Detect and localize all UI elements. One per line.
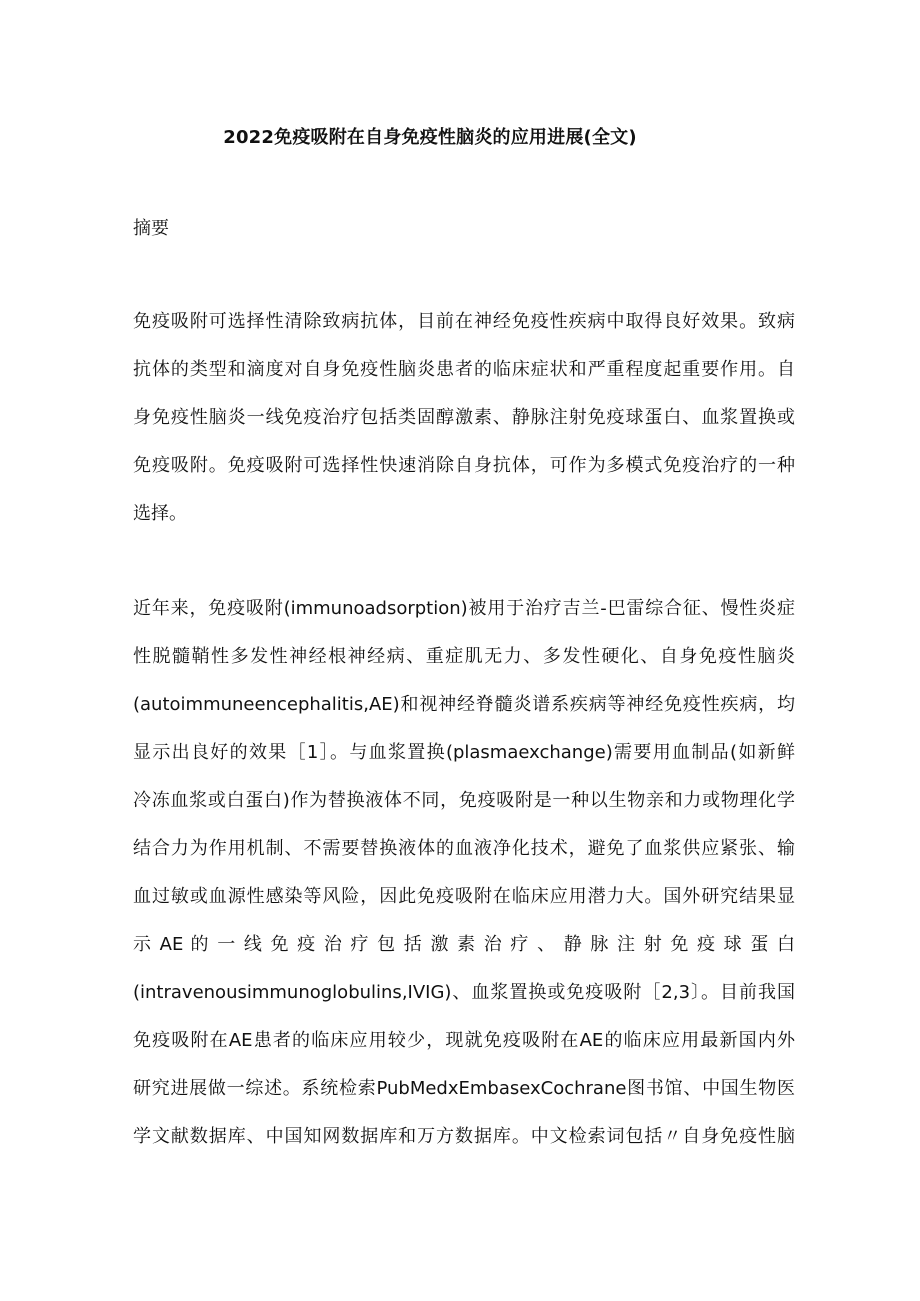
paragraph-line: 结合力为作用机制、不需要替换液体的血液净化技术，避免了血浆供应紧张、输: [133, 838, 795, 859]
paragraph-line: 学文献数据库、中国知网数据库和万方数据库。中文检索词包括〃自身免疫性脑: [133, 1126, 795, 1147]
paragraph-line: 免疫吸附在AE患者的临床应用较少，现就免疫吸附在AE的临床应用最新国内外: [133, 1030, 795, 1051]
paragraph-line: (intravenousimmunoglobulins,IVIG)、血浆置换或免疫吸附［2,3〕。目前我国: [133, 982, 795, 1003]
paragraph-introduction: [133, 585, 795, 1161]
paragraph-line: 选择。: [133, 503, 187, 524]
paragraph-line: (autoimmuneencephalitis,AE)和视神经脊髓炎谱系疾病等神经免疫性疾病，均: [133, 694, 795, 715]
paragraph-line: 冷冻血浆或白蛋白)作为替换液体不同，免疫吸附是一种以生物亲和力或物理化学: [133, 790, 795, 811]
paragraph-line: 示 AE 的 一 线 免 疫 治 疗 包 括 激 素 治 疗 、 静 脉 注 射 免 疫 球 蛋 白: [133, 934, 795, 955]
paragraph-line: 免疫吸附。免疫吸附可选择性快速消除自身抗体，可作为多模式免疫治疗的一种: [133, 455, 795, 476]
paragraph-abstract: [133, 298, 795, 538]
paragraph-line: 性脱髓鞘性多发性神经根神经病、重症肌无力、多发性硬化、自身免疫性脑炎: [133, 646, 795, 667]
document-title: 2022免疫吸附在自身免疫性脑炎的应用进展(全文): [223, 127, 637, 148]
paragraph-line: 近年来，免疫吸附(immunoadsorption)被用于治疗吉兰-巴雷综合征、慢性炎症: [133, 598, 795, 619]
paragraph-line: 身免疫性脑炎一线免疫治疗包括类固醇激素、静脉注射免疫球蛋白、血浆置换或: [133, 407, 795, 428]
abstract-heading: 摘要: [133, 218, 169, 239]
paragraph-line: 研究进展做一综述。系统检索PubMedxEmbasexCochrane图书馆、中国生物医: [133, 1078, 795, 1099]
paragraph-line: 血过敏或血源性感染等风险，因此免疫吸附在临床应用潜力大。国外研究结果显: [133, 886, 795, 907]
paragraph-line: 免疫吸附可选择性清除致病抗体，目前在神经免疫性疾病中取得良好效果。致病: [133, 311, 795, 332]
paragraph-line: 显示出良好的效果［1］。与血浆置换(plasmaexchange)需要用血制品(如新鲜: [133, 742, 795, 763]
paragraph-line: 抗体的类型和滴度对自身免疫性脑炎患者的临床症状和严重程度起重要作用。自: [133, 359, 795, 380]
